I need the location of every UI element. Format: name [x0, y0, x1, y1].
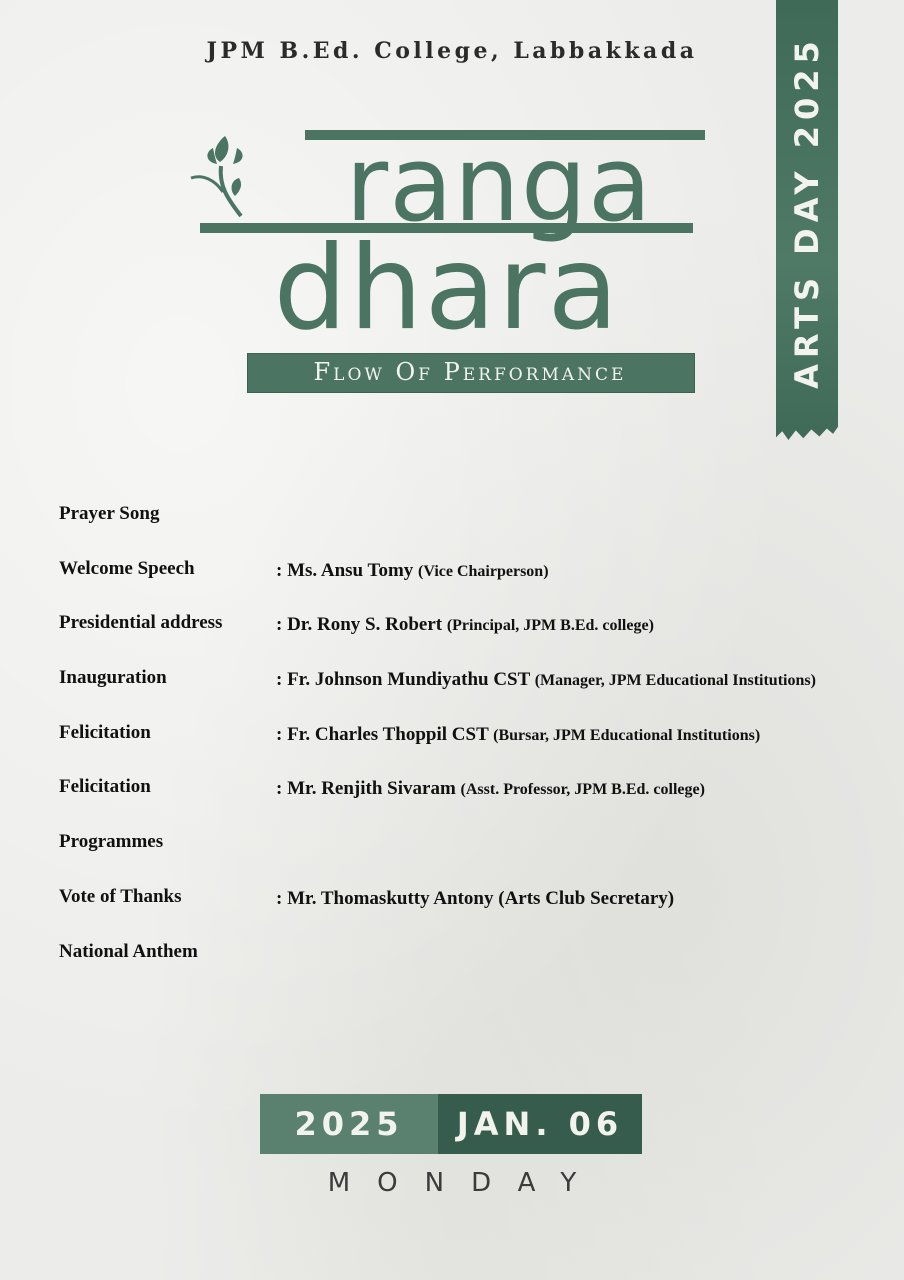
- program-row: [59, 831, 859, 886]
- program-speaker: [276, 778, 705, 800]
- program-schedule: [59, 503, 859, 995]
- logo-line2: dhara: [273, 221, 621, 341]
- program-item: Felicitation: [59, 776, 151, 798]
- rangadhara-logo: [185, 126, 715, 341]
- program-item: Presidential address: [59, 612, 223, 634]
- program-row: [59, 558, 859, 613]
- speaker-role: (Asst. Professor, JPM B.Ed. college): [460, 781, 705, 799]
- speaker-role: (Vice Chairperson): [418, 562, 549, 580]
- program-row: [59, 722, 859, 777]
- date-day: JAN. 06: [456, 1105, 624, 1143]
- speaker-name: : Mr. Renjith Sivaram: [276, 778, 456, 800]
- speaker-name: : Fr. Charles Thoppil CST: [276, 723, 489, 745]
- program-item: Felicitation: [59, 721, 151, 743]
- speaker-name: : Mr. Thomaskutty Antony (Arts Club Secretary): [276, 887, 675, 909]
- program-row: [59, 776, 859, 831]
- logo-line1: ranga: [345, 126, 653, 245]
- speaker-name: : Ms. Ansu Tomy: [276, 559, 414, 581]
- speaker-name: : Fr. Johnson Mundiyathu CST: [276, 669, 530, 691]
- arts-day-banner-text: ARTS DAY 2025: [788, 35, 826, 389]
- program-speaker: [276, 614, 654, 636]
- tagline: Flow Of Performance: [313, 358, 627, 386]
- program-speaker: [276, 724, 760, 746]
- program-row: [59, 503, 859, 558]
- program-item: Programmes: [59, 831, 164, 853]
- program-row: [59, 941, 859, 996]
- speaker-role: (Principal, JPM B.Ed. college): [446, 617, 654, 635]
- date-year-box: [260, 1094, 438, 1154]
- program-speaker: [276, 888, 674, 910]
- program-row: [59, 886, 859, 941]
- program-item: Vote of Thanks: [59, 885, 182, 907]
- program-speaker: [276, 669, 816, 691]
- program-item: Inauguration: [59, 667, 167, 689]
- program-row: [59, 667, 859, 722]
- speaker-name: : Dr. Rony S. Robert: [276, 614, 443, 636]
- program-item: National Anthem: [59, 940, 198, 962]
- date-year: 2025: [294, 1105, 404, 1143]
- program-item: Prayer Song: [59, 503, 160, 524]
- weekday: MONDAY: [327, 1168, 604, 1198]
- speaker-role: (Bursar, JPM Educational Institutions): [493, 726, 761, 744]
- date-day-box: [438, 1094, 642, 1154]
- speaker-role: (Manager, JPM Educational Institutions): [534, 672, 816, 690]
- lotus-vine-icon: [191, 136, 243, 216]
- program-row: [59, 612, 859, 667]
- college-name: JPM B.Ed. College, Labbakkada: [206, 38, 698, 64]
- program-speaker: [276, 560, 549, 582]
- program-item: Welcome Speech: [59, 557, 195, 579]
